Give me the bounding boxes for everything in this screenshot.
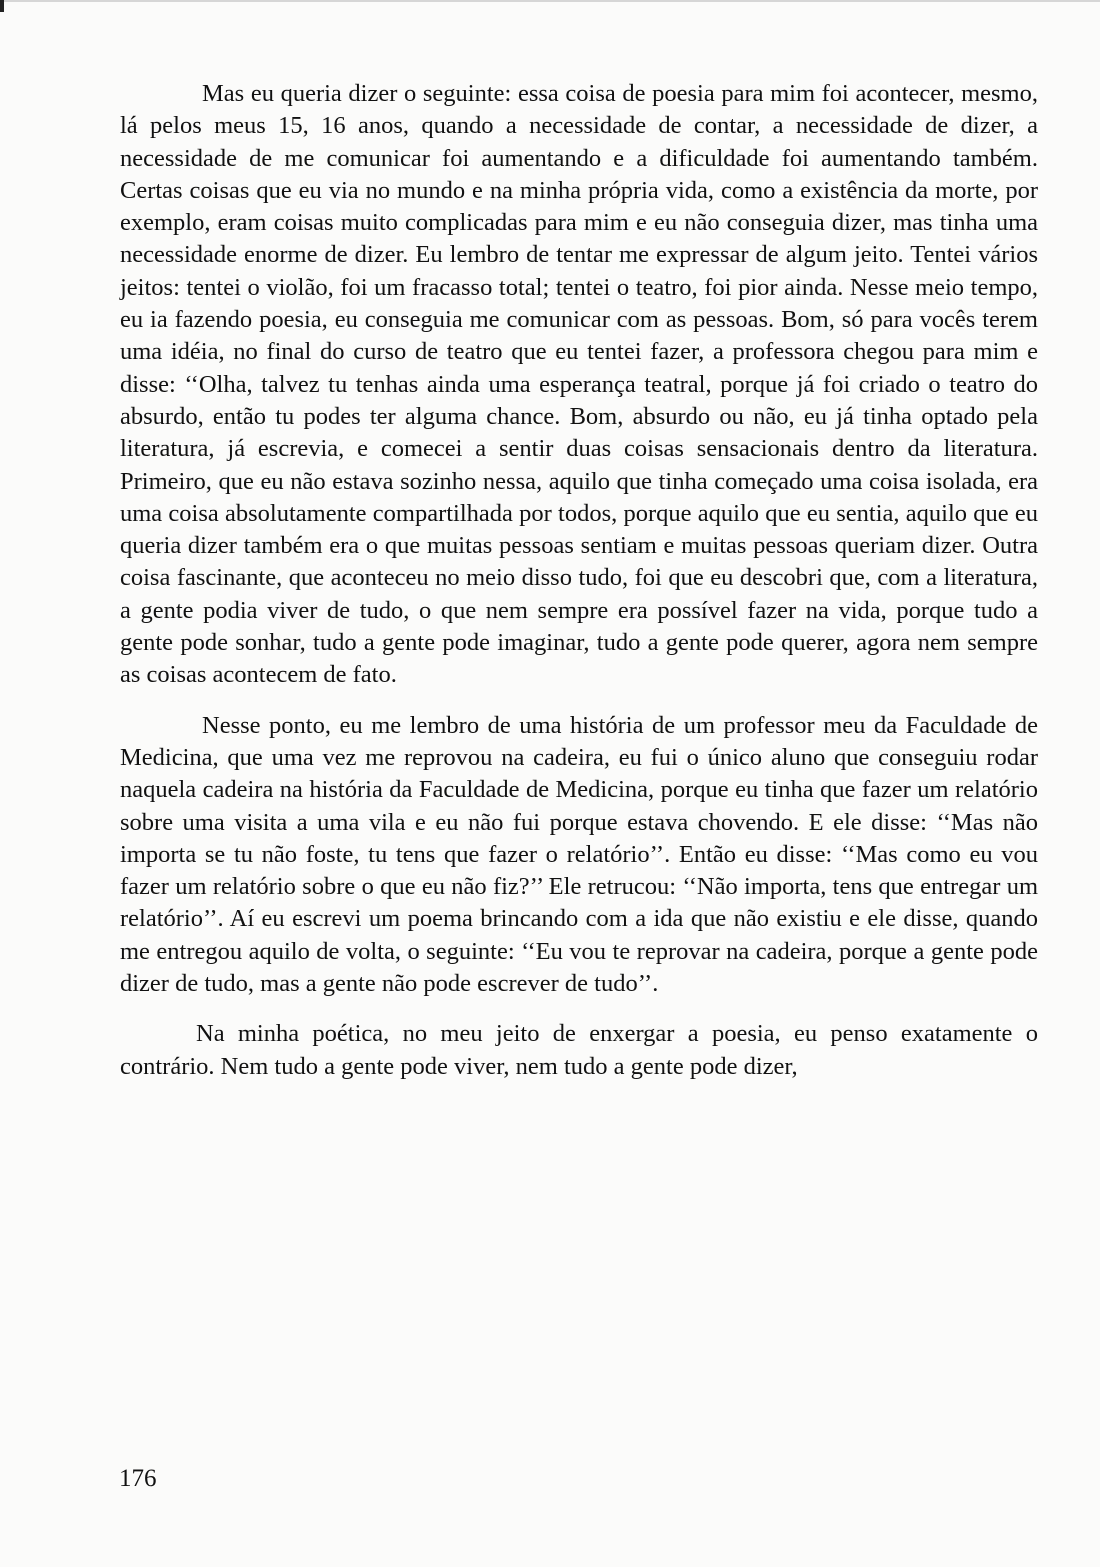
paragraph-1: Mas eu queria dizer o seguinte: essa coisa de poesia para mim foi acontecer, mesmo, lá pelos meus 15, 16 anos, quando a necessidade de contar, a necessidade de dizer, a necessidade de me comunicar foi aumentando e a dificuldade foi aumentando também. Certas coisas que eu via no mundo e na minha própria vida, como a existência da morte, por exemplo, eram coisas muito complicadas para mim e eu não conseguia dizer, mas tinha uma necessidade enorme de dizer. Eu lembro de tentar me expressar de algum jeito. Tentei vários jeitos: tentei o violão, foi um fracasso total; tentei o teatro, foi pior ainda. Nesse meio tempo, eu ia fazendo poesia, eu conseguia me comunicar com as pessoas. Bom, só para vocês terem uma idéia, no final do curso de teatro que eu tentei fazer, a professora chegou para mim e disse: ‘‘Olha, talvez tu tenhas ainda uma esperança teatral, porque já foi criado o teatro do absurdo, então tu podes ter alguma chance. Bom, absurdo ou não, eu já tinha optado pela literatura, já escrevia, e comecei a sentir duas coisas sensacionais dentro da literatura. Primeiro, que eu não estava sozinho nessa, aquilo que tinha começado uma coisa isolada, era uma coisa absolutamente compartilhada por todos, porque aquilo que eu sentia, aquilo que eu queria dizer também era o que muitas pessoas sentiam e muitas pessoas queriam dizer. Outra coisa fascinante, que aconteceu no meio disso tudo, foi que eu descobri que, com a literatura, a gente podia viver de tudo, o que nem sempre era possível fazer na vida, porque tudo a gente pode sonhar, tudo a gente pode imaginar, tudo a gente pode querer, agora nem sempre as coisas acontecem de fato.: [120, 80, 1038, 689]
paragraph-3: Na minha poética, no meu jeito de enxergar a poesia, eu penso exatamente o contrário. Nem tudo a gente pode viver, nem tudo a gente pode dizer,: [120, 1020, 1038, 1080]
page-body-text: [120, 78, 1038, 1083]
page-number: 176: [119, 1465, 157, 1492]
scan-top-edge: [0, 0, 1100, 2]
scan-corner-mark: [0, 0, 4, 12]
paragraph-2: Nesse ponto, eu me lembro de uma história de um professor meu da Faculdade de Medicina, que uma vez me reprovou na cadeira, eu fui o único aluno que conseguiu rodar naquela cadeira na história da Faculdade de Medicina, porque eu tinha que fazer um relatório sobre uma visita a uma vila e eu não fui porque estava chovendo. E ele disse: ‘‘Mas não importa se tu não foste, tu tens que fazer o relatório’’. Então eu disse: ‘‘Mas como eu vou fazer um relatório sobre o que eu não fiz?’’ Ele retrucou: ‘‘Não importa, tens que entregar um relatório’’. Aí eu escrevi um poema brincando com a ida que não existiu e ele disse, quando me entregou aquilo de volta, o seguinte: ‘‘Eu vou te reprovar na cadeira, porque a gente pode dizer de tudo, mas a gente não pode escrever de tudo’’.: [120, 711, 1038, 998]
